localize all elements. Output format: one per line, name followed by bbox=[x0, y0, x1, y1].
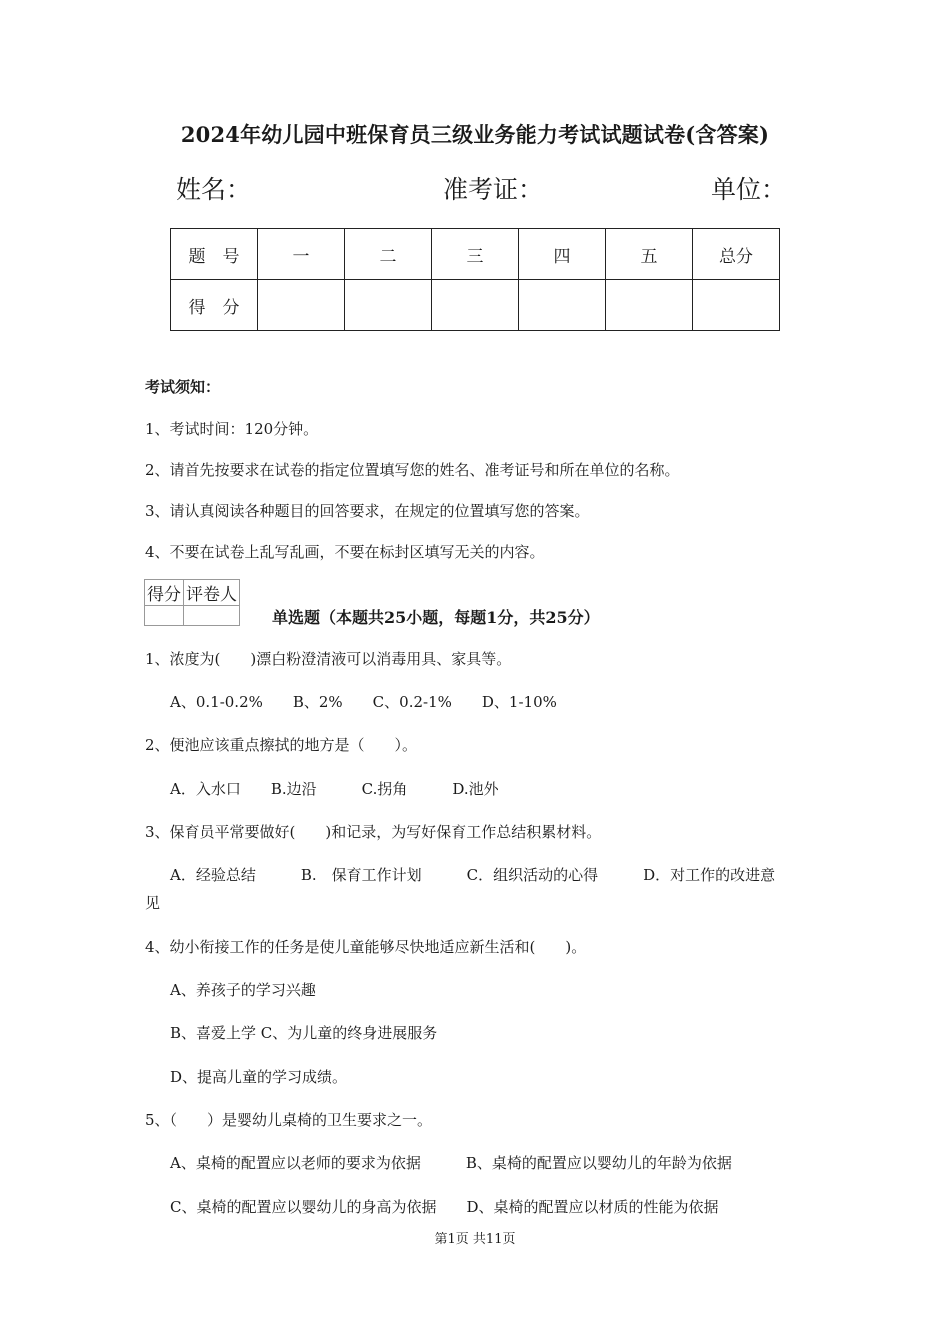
document-title: 2024年幼儿园中班保育员三级业务能力考试试题试卷(含答案) bbox=[180, 122, 770, 147]
score-table-header-row bbox=[171, 229, 780, 280]
grader-score-cell[interactable] bbox=[145, 606, 184, 626]
notice-item: 1、考试时间：120分钟。 bbox=[145, 420, 319, 438]
question-5-options: C、桌椅的配置应以婴幼儿的身高为依据 D、桌椅的配置应以材质的性能为依据 bbox=[170, 1198, 719, 1216]
question-2: 2、便池应该重点擦拭的地方是（ ）。 bbox=[145, 736, 418, 754]
header-cell: 题 号 bbox=[171, 229, 258, 280]
score-table bbox=[170, 228, 780, 331]
unit-field-label: 单位： bbox=[711, 175, 787, 204]
header-cell: 总分 bbox=[693, 229, 780, 280]
question-3-options: A．经验总结 B. 保育工作计划 C．组织活动的心得 D．对工作的改进意 bbox=[170, 866, 776, 884]
score-cell[interactable] bbox=[606, 280, 693, 331]
grader-score-label: 得分 bbox=[145, 580, 184, 606]
question-4-option: D、提高儿童的学习成绩。 bbox=[170, 1068, 348, 1086]
header-cell: 二 bbox=[345, 229, 432, 280]
page-footer: 第1页 共11页 bbox=[434, 1232, 516, 1247]
header-cell: 四 bbox=[519, 229, 606, 280]
header-cell: 三 bbox=[432, 229, 519, 280]
question-4-option: B、喜爱上学 C、为儿童的终身进展服务 bbox=[170, 1024, 438, 1042]
score-cell[interactable] bbox=[432, 280, 519, 331]
question-5: 5、（ ）是婴幼儿桌椅的卫生要求之一。 bbox=[145, 1111, 433, 1129]
section-title: 单选题（本题共25小题，每题1分，共25分） bbox=[272, 608, 600, 627]
question-2-options: A．入水口 B.边沿 C.拐角 D.池外 bbox=[170, 780, 499, 798]
score-cell[interactable] bbox=[258, 280, 345, 331]
notice-item: 2、请首先按要求在试卷的指定位置填写您的姓名、准考证号和所在单位的名称。 bbox=[145, 461, 680, 479]
score-cell[interactable] bbox=[519, 280, 606, 331]
notice-item: 4、不要在试卷上乱写乱画，不要在标封区填写无关的内容。 bbox=[145, 543, 545, 561]
grader-box bbox=[144, 579, 240, 626]
score-row-label: 得 分 bbox=[171, 280, 258, 331]
question-4-option: A、养孩子的学习兴趣 bbox=[170, 981, 316, 999]
question-5-options: A、桌椅的配置应以老师的要求为依据 B、桌椅的配置应以婴幼儿的年龄为依据 bbox=[170, 1154, 732, 1172]
score-table-score-row bbox=[171, 280, 780, 331]
name-field-label: 姓名： bbox=[176, 175, 252, 204]
question-1: 1、浓度为( )漂白粉澄清液可以消毒用具、家具等。 bbox=[145, 650, 512, 668]
grader-name-cell[interactable] bbox=[184, 606, 240, 626]
score-cell[interactable] bbox=[345, 280, 432, 331]
score-cell[interactable] bbox=[693, 280, 780, 331]
question-4: 4、幼小衔接工作的任务是使儿童能够尽快地适应新生活和( )。 bbox=[145, 938, 587, 956]
notice-item: 3、请认真阅读各种题目的回答要求，在规定的位置填写您的答案。 bbox=[145, 502, 590, 520]
notice-title: 考试须知： bbox=[145, 378, 221, 396]
exam-id-field-label: 准考证： bbox=[443, 175, 544, 204]
question-1-options: A、0.1-0.2% B、2% C、0.2-1% D、1-10% bbox=[170, 693, 557, 711]
question-3: 3、保育员平常要做好( )和记录，为写好保育工作总结积累材料。 bbox=[145, 823, 602, 841]
question-3-options-wrap: 见 bbox=[145, 894, 161, 912]
header-cell: 五 bbox=[606, 229, 693, 280]
header-cell: 一 bbox=[258, 229, 345, 280]
grader-name-label: 评卷人 bbox=[184, 580, 240, 606]
